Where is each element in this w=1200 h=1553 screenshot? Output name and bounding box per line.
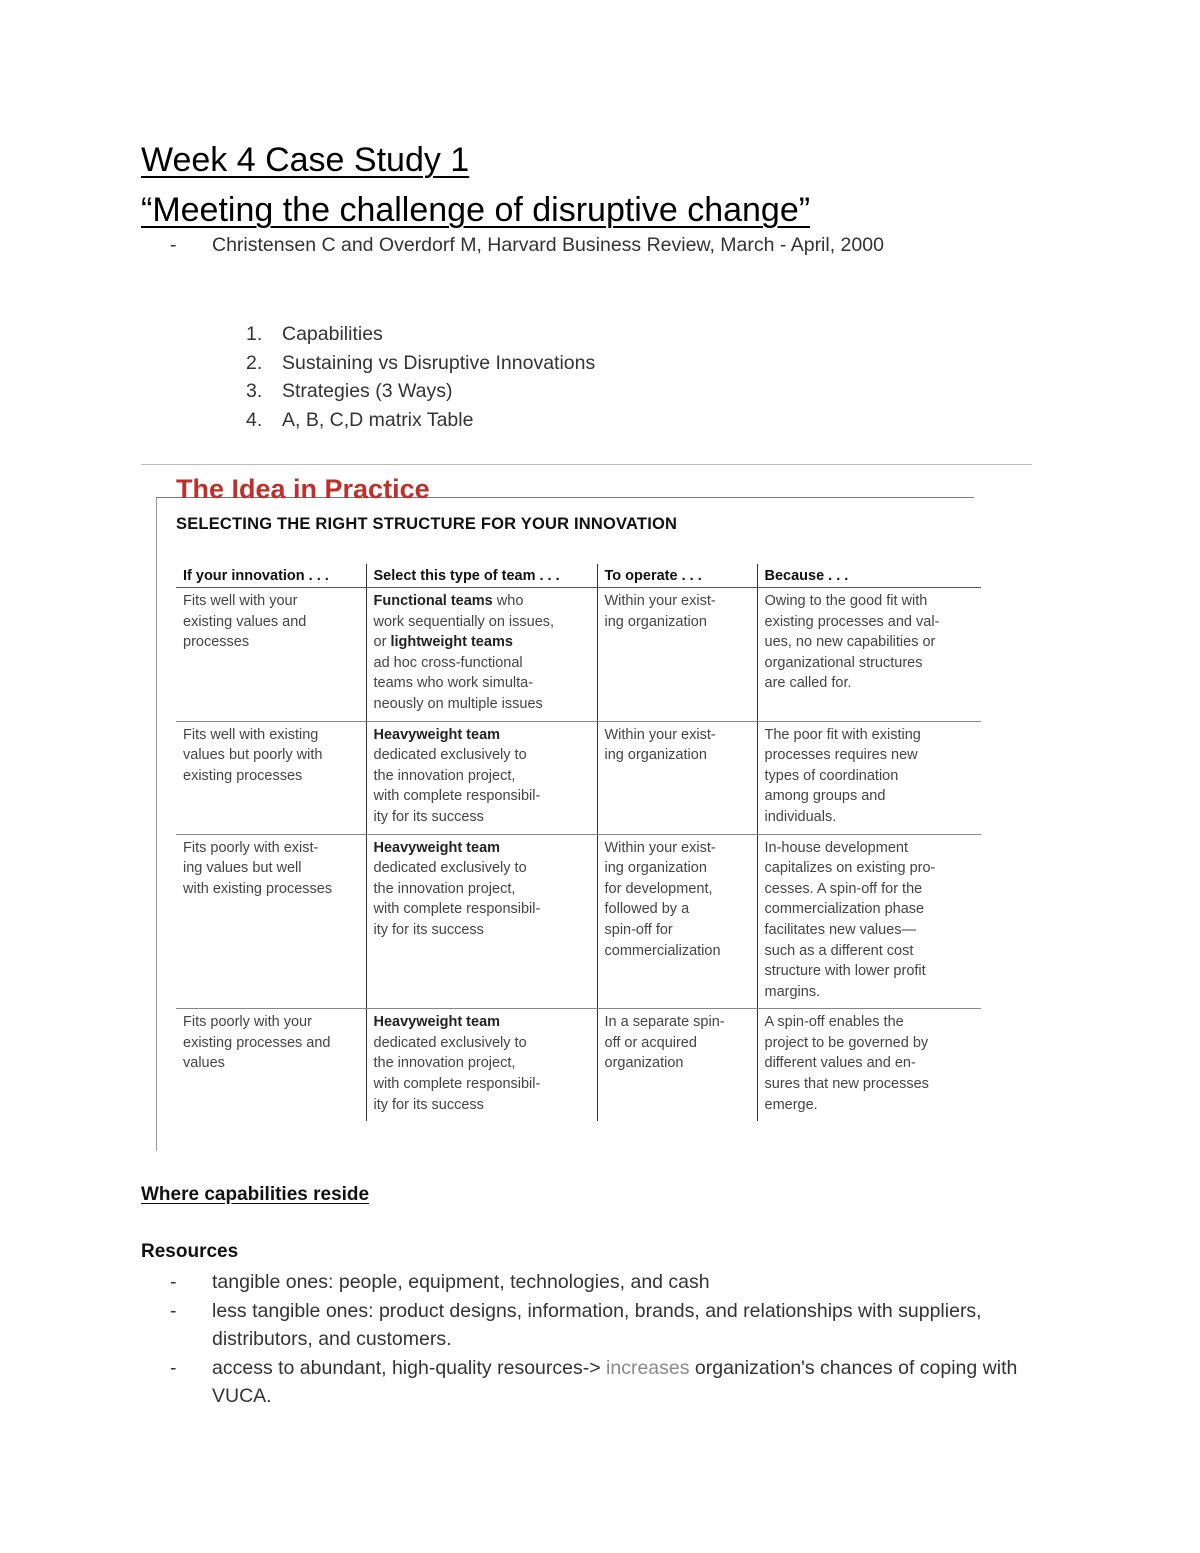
document-title: Week 4 Case Study 1: [141, 141, 470, 179]
topic-item: [240, 349, 595, 378]
cell-line: Owing to the good fit with: [764, 593, 928, 609]
cell-line: existing processes and val-: [764, 613, 940, 630]
cell-line: capitalizes on existing pro-: [764, 860, 936, 877]
because-cell: [757, 834, 981, 1009]
team-cell: [366, 588, 597, 722]
topic-number: 4.: [246, 408, 263, 431]
cell-line: spin-off for: [604, 921, 673, 938]
cell-line: dedicated exclusively to: [373, 860, 527, 877]
cell-line: teams who work simulta-: [373, 675, 534, 692]
cell-line: [374, 591, 590, 612]
topic-item: [240, 406, 595, 435]
topic-text: Capabilities: [282, 323, 383, 345]
document-subtitle: “Meeting the challenge of disruptive change”: [141, 191, 811, 229]
cell-line: existing processes: [183, 767, 303, 784]
cell-line: In a separate spin-: [604, 1014, 725, 1031]
cell-line: are called for.: [764, 675, 852, 692]
list-item: [170, 1297, 1070, 1354]
figure-left-rule: [156, 497, 157, 1151]
cell-line: work sequentially on issues,: [373, 613, 555, 630]
bullet-dash: -: [170, 1271, 177, 1293]
resources-heading: Resources: [141, 1241, 239, 1262]
cell-line: Fits well with existing: [183, 726, 319, 743]
cell-line: different values and en-: [764, 1055, 916, 1072]
bullet-dash: -: [170, 1299, 177, 1322]
cell-line: existing processes and: [183, 1034, 331, 1051]
cell-line: Within your exist-: [604, 593, 716, 609]
team-cell: [366, 1009, 597, 1121]
cell-line: with complete responsibil-: [373, 788, 541, 805]
topic-number: 1.: [246, 323, 263, 345]
column-header-operate: To operate . . .: [597, 564, 757, 588]
list-item-text: organization's chances of coping with VUCA.: [212, 1356, 1018, 1407]
innovation-cell: [176, 721, 366, 834]
team-cell: [366, 721, 597, 834]
list-item: [170, 1268, 1070, 1297]
operate-cell: [597, 721, 757, 834]
cell-line: processes requires new: [764, 747, 918, 764]
cell-line: structure with lower profit: [764, 963, 926, 980]
operate-cell: [597, 834, 757, 1009]
cell-line: with existing processes: [183, 880, 333, 897]
operate-cell: [597, 588, 757, 722]
topic-number: 3.: [246, 380, 263, 402]
cell-line: organization: [604, 1055, 684, 1072]
cell-line: ity for its success: [373, 921, 484, 938]
cell-line: sures that new processes: [764, 1076, 929, 1093]
capabilities-heading: Where capabilities reside: [141, 1184, 370, 1205]
column-header-because: Because . . .: [757, 564, 981, 588]
list-item: [170, 1354, 1070, 1411]
operate-cell: [597, 1009, 757, 1121]
team-type: Heavyweight team: [373, 726, 501, 743]
because-cell: [757, 1009, 981, 1121]
cell-line: the innovation project,: [373, 880, 516, 897]
emphasis-text: increases: [606, 1356, 690, 1379]
cell-line: ing organization: [604, 747, 707, 764]
list-item-text: tangible ones: people, equipment, technologies, and cash: [212, 1271, 710, 1293]
topic-text: A, B, C,D matrix Table: [282, 408, 474, 431]
team-type: Heavyweight team: [373, 1014, 501, 1031]
cell-line: values: [183, 1055, 225, 1072]
cell-line: ad hoc cross-functional: [373, 654, 523, 671]
cell-text: or: [373, 634, 387, 651]
cell-line: commercialization phase: [764, 901, 925, 918]
cell-line: ues, no new capabilities or: [764, 634, 936, 651]
cell-line: cesses. A spin-off for the: [764, 880, 923, 897]
topic-item: [240, 320, 595, 349]
cell-line: Fits poorly with exist-: [183, 839, 319, 856]
figure-top-divider: [141, 464, 1032, 465]
team-type: Heavyweight team: [373, 839, 501, 856]
innovation-cell: [176, 834, 366, 1009]
table-row: [176, 588, 981, 722]
cell-line: dedicated exclusively to: [373, 1034, 527, 1051]
cell-line: followed by a: [604, 901, 690, 918]
innovation-cell: [176, 588, 366, 722]
cell-line: Within your exist-: [604, 726, 716, 743]
table-row: [176, 1009, 981, 1121]
table-row: [176, 721, 981, 834]
structure-matrix-table: [176, 564, 981, 1121]
cell-line: A spin-off enables the: [764, 1014, 904, 1031]
cell-line: the innovation project,: [373, 767, 516, 784]
cell-line: facilitates new values—: [764, 921, 917, 938]
table-header-row: [176, 564, 981, 588]
figure-heading: The Idea in Practice: [176, 474, 430, 504]
cell-line: such as a different cost: [764, 942, 914, 959]
citation-line: [170, 234, 884, 257]
cell-line: ing organization: [604, 613, 707, 630]
cell-line: processes: [183, 634, 250, 651]
cell-line: with complete responsibil-: [373, 901, 541, 918]
cell-line: existing values and: [183, 613, 307, 630]
cell-line: margins.: [764, 983, 821, 1000]
cell-line: The poor fit with existing: [764, 726, 921, 743]
team-type: Functional teams: [373, 593, 493, 609]
cell-line: types of coordination: [764, 767, 899, 784]
cell-line: [374, 632, 590, 653]
team-cell: [366, 834, 597, 1009]
cell-text: who: [496, 593, 524, 609]
table-row: [176, 834, 981, 1009]
cell-line: Fits poorly with your: [183, 1014, 312, 1031]
cell-line: off or acquired: [604, 1034, 697, 1051]
resources-list: [170, 1268, 1070, 1411]
topic-list: [240, 320, 595, 434]
cell-line: project to be governed by: [764, 1034, 929, 1051]
cell-line: individuals.: [764, 808, 837, 825]
cell-line: ing values but well: [183, 860, 302, 877]
list-item-text: less tangible ones: product designs, information, brands, and relationships with suppliers, distributors, and customers.: [212, 1299, 982, 1350]
cell-line: Fits well with your: [183, 593, 298, 609]
figure-subheading: SELECTING THE RIGHT STRUCTURE FOR YOUR INNOVATION: [176, 515, 678, 533]
topic-text: Sustaining vs Disruptive Innovations: [282, 351, 596, 374]
cell-line: Within your exist-: [604, 839, 716, 856]
cell-line: commercialization: [604, 942, 721, 959]
cell-line: neously on multiple issues: [373, 695, 543, 712]
because-cell: [757, 721, 981, 834]
cell-line: dedicated exclusively to: [373, 747, 527, 764]
column-header-innovation: If your innovation . . .: [176, 564, 366, 588]
cell-line: with complete responsibil-: [373, 1076, 541, 1093]
cell-line: emerge.: [764, 1096, 818, 1113]
topic-text: Strategies (3 Ways): [282, 380, 453, 402]
cell-line: the innovation project,: [373, 1055, 516, 1072]
cell-line: In-house development: [764, 839, 908, 856]
topic-item: [240, 377, 595, 406]
cell-line: for development,: [604, 880, 713, 897]
citation-text: Christensen C and Overdorf M, Harvard Business Review, March - April, 2000: [212, 234, 884, 256]
cell-line: among groups and: [764, 788, 886, 805]
list-item-text: access to abundant, high-quality resources->: [212, 1356, 601, 1379]
innovation-cell: [176, 1009, 366, 1121]
bullet-dash: -: [170, 1356, 177, 1379]
cell-line: organizational structures: [764, 654, 923, 671]
cell-line: ing organization: [604, 860, 707, 877]
cell-line: ity for its success: [373, 1096, 484, 1113]
cell-line: ity for its success: [373, 808, 484, 825]
team-type: lightweight teams: [390, 634, 513, 651]
because-cell: [757, 588, 981, 722]
cell-line: values but poorly with: [183, 747, 323, 764]
topic-number: 2.: [246, 351, 263, 374]
column-header-team: Select this type of team . . .: [366, 564, 597, 588]
bullet-dash: -: [170, 234, 177, 256]
